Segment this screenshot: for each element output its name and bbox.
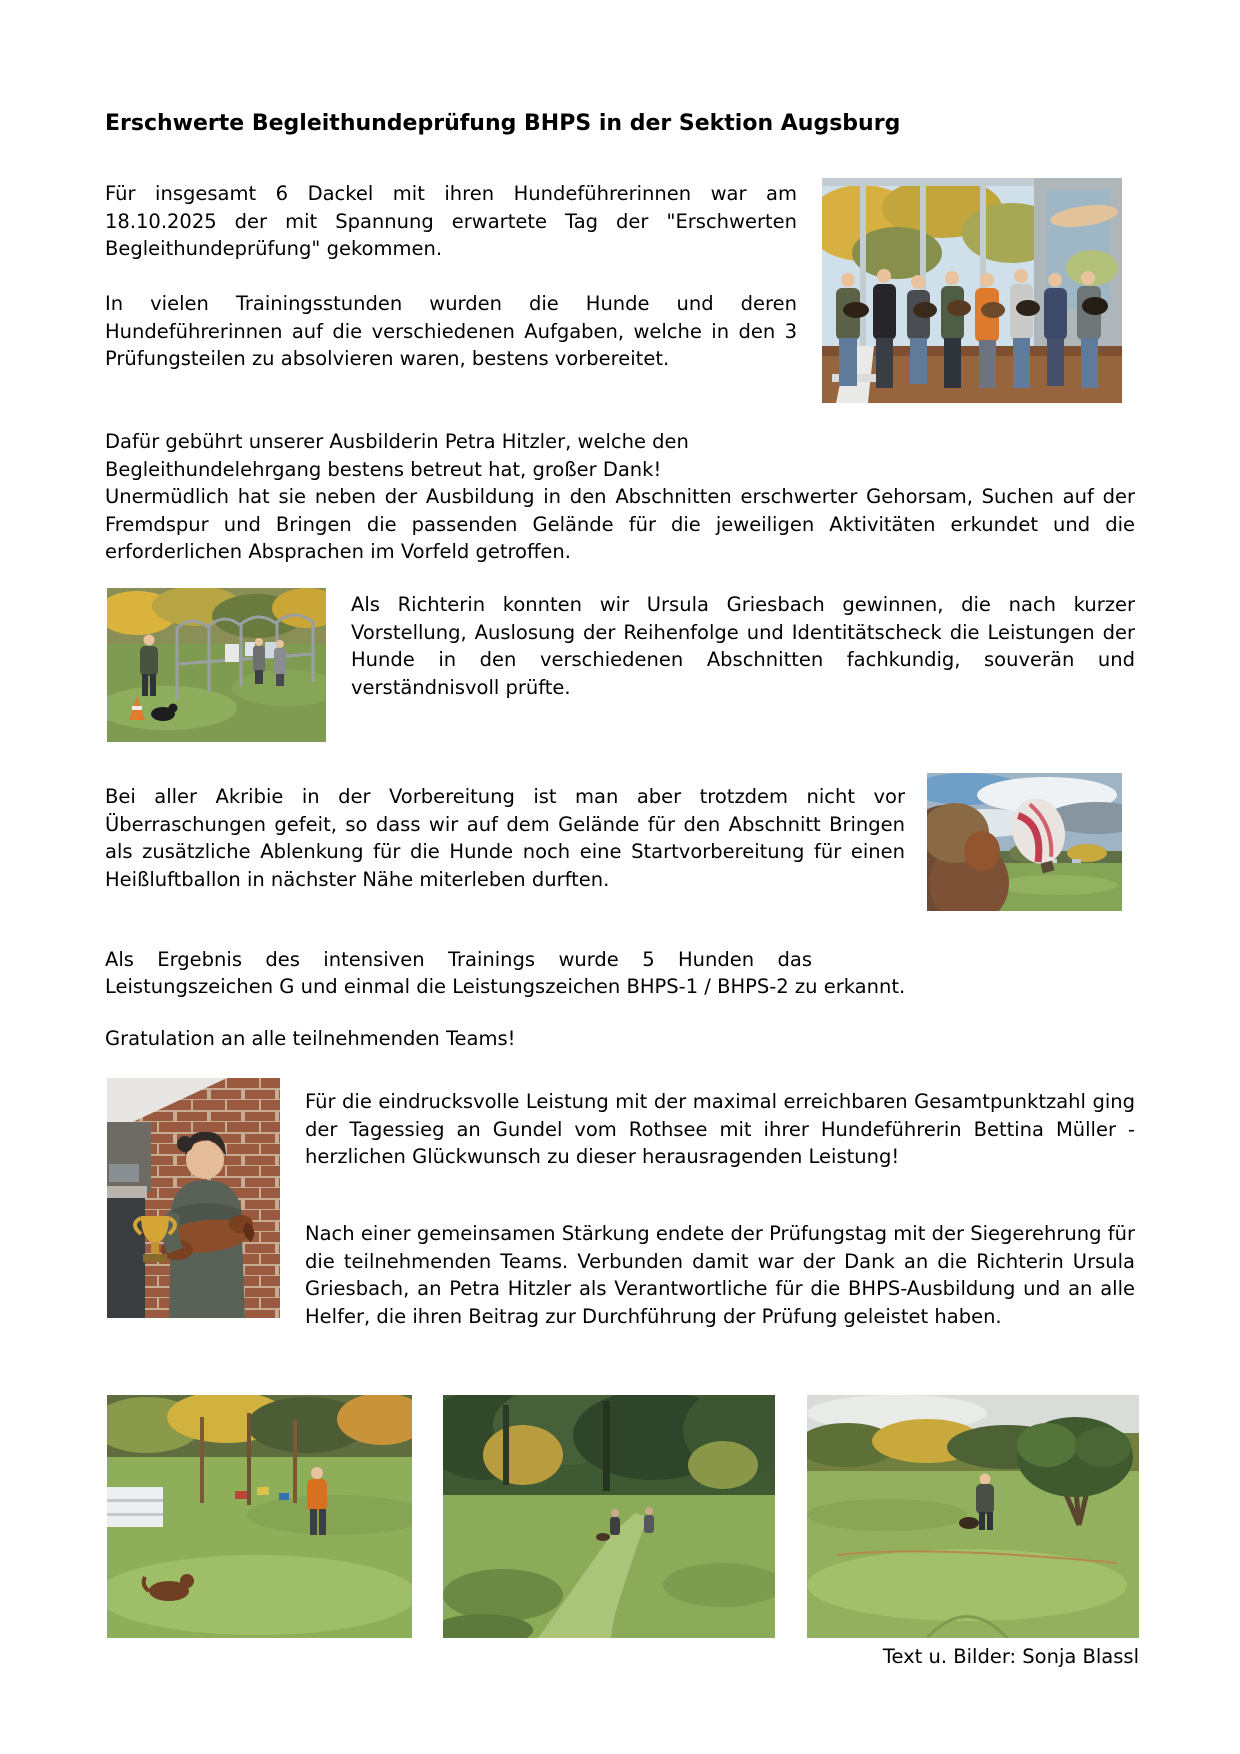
photo-group-indoors <box>822 178 1122 403</box>
paragraph-balloon-surprise: Bei aller Akribie in der Vorbereitung ist man aber trotzdem nicht vor Überraschungen gefeit, so dass wir auf dem Gelände für den Abschnitt Bringen als zusätzliche Ablenkung für die Hunde noch eine Startvorbereitung für einen Heißluftballon in nächster Nähe miterleben durften. <box>105 785 905 891</box>
paragraph-thanks-trainer-line1: Dafür gebührt unserer Ausbilderin Petra Hitzler, welche den <box>105 430 689 453</box>
paragraph-thanks-trainer-rest: Unermüdlich hat sie neben der Ausbildung in den Abschnitten erschwerter Gehorsam, Suchen auf der Fremdspur und Bringen die passenden Gelände für die jeweiligen Aktivitäten erkundet und die erforderlichen Absprachen im Vorfeld getroffen. <box>105 485 1135 563</box>
photo-field-training <box>107 1395 412 1638</box>
paragraph-thanks-trainer-line2: Begleithundelehrgang bestens betreut hat, großer Dank! <box>105 457 662 481</box>
page-title: Erschwerte Begleithundeprüfung BHPS in der Sektion Augsburg <box>105 111 901 136</box>
photo-orchard-meadow <box>807 1395 1139 1638</box>
paragraph-congrats: Gratulation an alle teilnehmenden Teams! <box>105 1027 516 1050</box>
paragraph-results-line2: Leistungszeichen G und einmal die Leistungszeichen BHPS-1 / BHPS-2 zu erkannt. <box>105 975 906 998</box>
photo-hot-air-balloon <box>927 773 1122 911</box>
credit-line: Text u. Bilder: Sonja Blassl <box>882 1645 1139 1668</box>
photo-winner-trophy <box>107 1078 280 1318</box>
paragraph-judge: Als Richterin konnten wir Ursula Griesbach gewinnen, die nach kurzer Vorstellung, Auslosung der Reihenfolge und Identitätscheck die Leistungen der Hunde in den verschiedenen Abschnitten fachkundig, souverän und verständnisvoll prüfte. <box>351 593 1135 699</box>
paragraph-closing: Nach einer gemeinsamen Stärkung endete der Prüfungstag mit der Siegerehrung für die teilnehmenden Teams. Verbunden damit war der Dank an die Richterin Ursula Griesbach, an Petra Hitzler als Verantwortliche für die BHPS-Ausbildung und an alle Helfer, die ihren Beitrag zur Durchführung der Prüfung geleistet haben. <box>305 1222 1135 1328</box>
paragraph-training: In vielen Trainingsstunden wurden die Hunde und deren Hundeführerinnen auf die verschiedenen Aufgaben, welche in den 3 Prüfungsteilen zu absolvieren waren, bestens vorbereitet. <box>105 292 797 370</box>
photo-training-fence <box>107 588 326 742</box>
paragraph-thanks-trainer <box>105 428 1135 566</box>
paragraph-day-winner: Für die eindrucksvolle Leistung mit der maximal erreichbaren Gesamtpunktzahl ging der Tagessieg an Gundel vom Rothsee mit ihrer Hundeführerin Bettina Müller - herzlichen Glückwunsch zu dieser herausragenden Leistung! <box>305 1090 1135 1168</box>
paragraph-intro: Für insgesamt 6 Dackel mit ihren Hundeführerinnen war am 18.10.2025 der mit Spannung erwartete Tag der "Erschwerten Begleithundeprüfung" gekommen. <box>105 182 797 260</box>
photo-forest-path <box>443 1395 775 1638</box>
paragraph-results-line1: Als Ergebnis des intensiven Trainings wurde 5 Hunden das <box>105 948 812 971</box>
